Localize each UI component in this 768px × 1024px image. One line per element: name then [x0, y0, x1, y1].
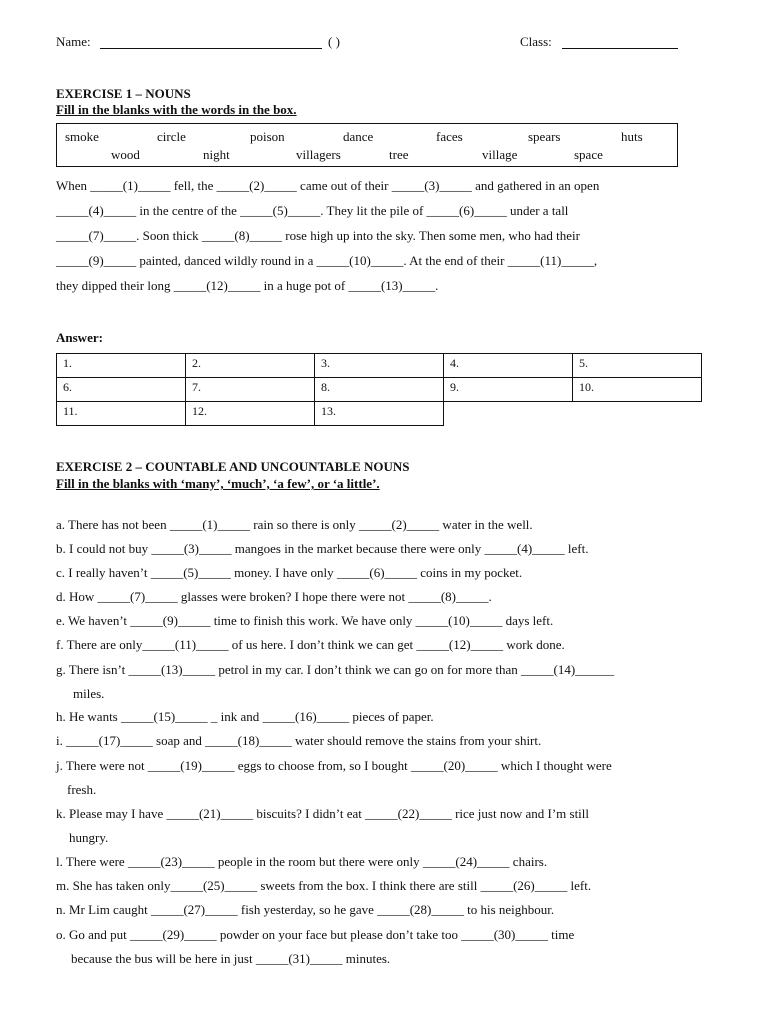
question-line: o. Go and put _____(29)_____ powder on your face but please don’t take too _____(30)_____ time	[56, 927, 575, 942]
passage-line: _____(4)_____ in the centre of the _____(5)_____. They lit the pile of _____(6)_____ under a tall	[56, 203, 569, 218]
word-box-item: smoke	[65, 129, 99, 144]
question-line: m. She has taken only_____(25)_____ sweets from the box. I think there are still _____(26)_____ left.	[56, 878, 592, 893]
passage-line: _____(9)_____ painted, danced wildly round in a _____(10)_____. At the end of their _____(11)_____,	[56, 253, 598, 268]
answer-cell[interactable]: 5.	[572, 353, 702, 378]
word-box-item: wood	[111, 147, 140, 162]
answer-cell[interactable]: 13.	[314, 401, 444, 426]
answer-cell[interactable]: 2.	[185, 353, 315, 378]
question-line: c. I really haven’t _____(5)_____ money. I have only _____(6)_____ coins in my pocket.	[56, 565, 523, 580]
word-box-item: night	[203, 147, 230, 162]
name-label: Name:	[56, 34, 91, 49]
word-box-item: poison	[250, 129, 285, 144]
answer-cell[interactable]: 12.	[185, 401, 315, 426]
answer-cell[interactable]: 8.	[314, 377, 444, 402]
passage-line: they dipped their long _____(12)_____ in a huge pot of _____(13)_____.	[56, 278, 439, 293]
word-box-item: spears	[528, 129, 561, 144]
question-line: h. He wants _____(15)_____ _ ink and _____(16)_____ pieces of paper.	[56, 709, 434, 724]
question-line: e. We haven’t _____(9)_____ time to finish this work. We have only _____(10)_____ days left.	[56, 613, 554, 628]
class-label: Class:	[520, 34, 552, 49]
class-blank	[562, 48, 678, 49]
word-box-item: space	[574, 147, 603, 162]
answer-cell[interactable]: 6.	[56, 377, 186, 402]
student-header	[56, 34, 712, 54]
answer-cell[interactable]: 3.	[314, 353, 444, 378]
word-box-item: huts	[621, 129, 643, 144]
question-continuation: hungry.	[69, 830, 109, 845]
question-continuation: because the bus will be here in just _____(31)_____ minutes.	[71, 951, 391, 966]
class-number-blank: ( )	[328, 34, 340, 49]
passage-line: _____(7)_____. Soon thick _____(8)_____ rose high up into the sky. Then some men, who had their	[56, 228, 580, 243]
question-line: n. Mr Lim caught _____(27)_____ fish yesterday, so he gave _____(28)_____ to his neighbour.	[56, 902, 555, 917]
answer-cell[interactable]: 11.	[56, 401, 186, 426]
word-box-item: faces	[436, 129, 463, 144]
answer-cell[interactable]: 4.	[443, 353, 573, 378]
word-box-item: circle	[157, 129, 186, 144]
answer-cell[interactable]: 9.	[443, 377, 573, 402]
answer-cell[interactable]: 1.	[56, 353, 186, 378]
word-box-item: tree	[389, 147, 409, 162]
answer-cell[interactable]: 10.	[572, 377, 702, 402]
passage-line: When _____(1)_____ fell, the _____(2)_____ came out of their _____(3)_____ and gathered in an open	[56, 178, 600, 193]
question-line: j. There were not _____(19)_____ eggs to choose from, so I bought _____(20)_____ which I thought were	[56, 758, 612, 773]
question-line: a. There has not been _____(1)_____ rain so there is only _____(2)_____ water in the well.	[56, 517, 533, 532]
word-box	[56, 123, 678, 167]
word-box-item: village	[482, 147, 518, 162]
exercise1-title: EXERCISE 1 – NOUNS	[56, 86, 191, 101]
question-continuation: miles.	[73, 686, 105, 701]
question-line: d. How _____(7)_____ glasses were broken? I hope there were not _____(8)_____.	[56, 589, 492, 604]
answer-cell[interactable]: 7.	[185, 377, 315, 402]
word-box-item: dance	[343, 129, 374, 144]
question-line: i. _____(17)_____ soap and _____(18)_____ water should remove the stains from your shirt.	[56, 733, 542, 748]
question-continuation: fresh.	[67, 782, 97, 797]
question-line: b. I could not buy _____(3)_____ mangoes in the market because there were only _____(4)_____ left.	[56, 541, 589, 556]
question-line: k. Please may I have _____(21)_____ biscuits? I didn’t eat _____(22)_____ rice just now and I’m still	[56, 806, 590, 821]
exercise2-title: EXERCISE 2 – COUNTABLE AND UNCOUNTABLE NOUNS	[56, 459, 410, 474]
name-blank	[100, 48, 322, 49]
exercise1-instruction: Fill in the blanks with the words in the box.	[56, 102, 297, 117]
exercise2-instruction: Fill in the blanks with ‘many’, ‘much’, ‘a few’, or ‘a little’.	[56, 476, 380, 491]
answer-label: Answer:	[56, 330, 103, 345]
question-line: l. There were _____(23)_____ people in the room but there were only _____(24)_____ chairs.	[56, 854, 548, 869]
question-line: g. There isn’t _____(13)_____ petrol in my car. I don’t think we can go on for more than _____(14)______	[56, 662, 615, 677]
word-box-item: villagers	[296, 147, 341, 162]
question-line: f. There are only_____(11)_____ of us here. I don’t think we can get _____(12)_____ work done.	[56, 637, 565, 652]
